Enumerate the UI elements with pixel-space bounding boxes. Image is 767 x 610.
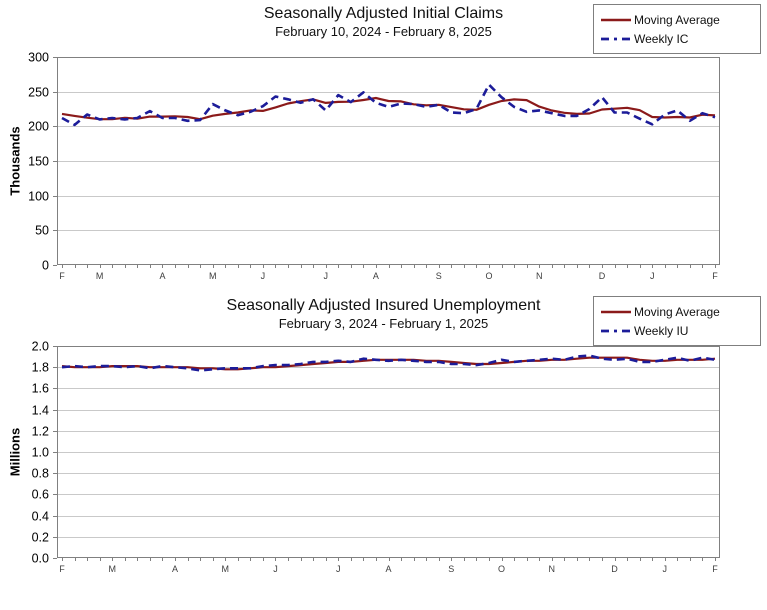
legend-label: Weekly IU [634, 323, 689, 338]
svg-text:M: M [208, 271, 217, 281]
svg-text:N: N [548, 564, 555, 574]
svg-text:A: A [372, 271, 379, 281]
svg-text:D: D [598, 271, 606, 281]
y-axis-title: Millions [7, 427, 23, 477]
legend-label: Moving Average [634, 304, 720, 319]
y-axis-title: Thousands [7, 126, 23, 196]
svg-text:0.6: 0.6 [31, 487, 49, 502]
svg-text:1.8: 1.8 [31, 360, 49, 375]
svg-text:J: J [649, 271, 655, 281]
svg-text:N: N [535, 271, 543, 281]
svg-text:1.6: 1.6 [31, 381, 49, 396]
chart-subtitle: February 10, 2024 - February 8, 2025 [275, 24, 492, 39]
plot-area [0, 293, 767, 610]
svg-text:1.4: 1.4 [31, 403, 49, 418]
svg-text:J: J [662, 564, 668, 574]
chart-subtitle: February 3, 2024 - February 1, 2025 [278, 316, 489, 331]
svg-text:1.2: 1.2 [31, 424, 49, 439]
svg-text:J: J [260, 271, 266, 281]
svg-text:250: 250 [28, 85, 49, 100]
initial-claims-chart [0, 0, 767, 292]
legend-label: Weekly IC [634, 31, 689, 46]
svg-text:2.0: 2.0 [31, 339, 49, 354]
svg-text:F: F [712, 271, 718, 281]
svg-text:A: A [172, 564, 179, 574]
svg-text:J: J [273, 564, 278, 574]
svg-text:D: D [611, 564, 618, 574]
plot-area [0, 0, 767, 292]
svg-text:200: 200 [28, 119, 49, 134]
svg-text:O: O [498, 564, 506, 574]
svg-text:M: M [108, 564, 116, 574]
svg-text:M: M [221, 564, 229, 574]
svg-text:J: J [323, 271, 328, 281]
legend-label: Moving Average [634, 12, 720, 27]
svg-text:F: F [59, 564, 65, 574]
svg-text:F: F [59, 271, 65, 281]
svg-text:S: S [448, 564, 455, 574]
svg-text:50: 50 [35, 223, 49, 238]
svg-text:O: O [485, 271, 493, 281]
insured-unemployment-chart [0, 293, 767, 610]
svg-text:J: J [336, 564, 341, 574]
svg-text:A: A [385, 564, 392, 574]
svg-text:M: M [95, 271, 104, 281]
svg-text:A: A [159, 271, 166, 281]
svg-text:150: 150 [28, 154, 49, 169]
svg-text:1.0: 1.0 [31, 445, 49, 460]
svg-text:300: 300 [28, 50, 49, 65]
svg-text:0.8: 0.8 [31, 466, 49, 481]
svg-text:S: S [435, 271, 442, 281]
svg-text:0.0: 0.0 [31, 551, 49, 566]
svg-text:100: 100 [28, 189, 49, 204]
svg-text:0.4: 0.4 [31, 509, 49, 524]
svg-text:0.2: 0.2 [31, 530, 49, 545]
chart-title: Seasonally Adjusted Initial Claims [263, 5, 504, 22]
chart-title: Seasonally Adjusted Insured Unemployment [226, 297, 541, 314]
svg-text:F: F [712, 564, 718, 574]
svg-text:0: 0 [42, 258, 49, 273]
